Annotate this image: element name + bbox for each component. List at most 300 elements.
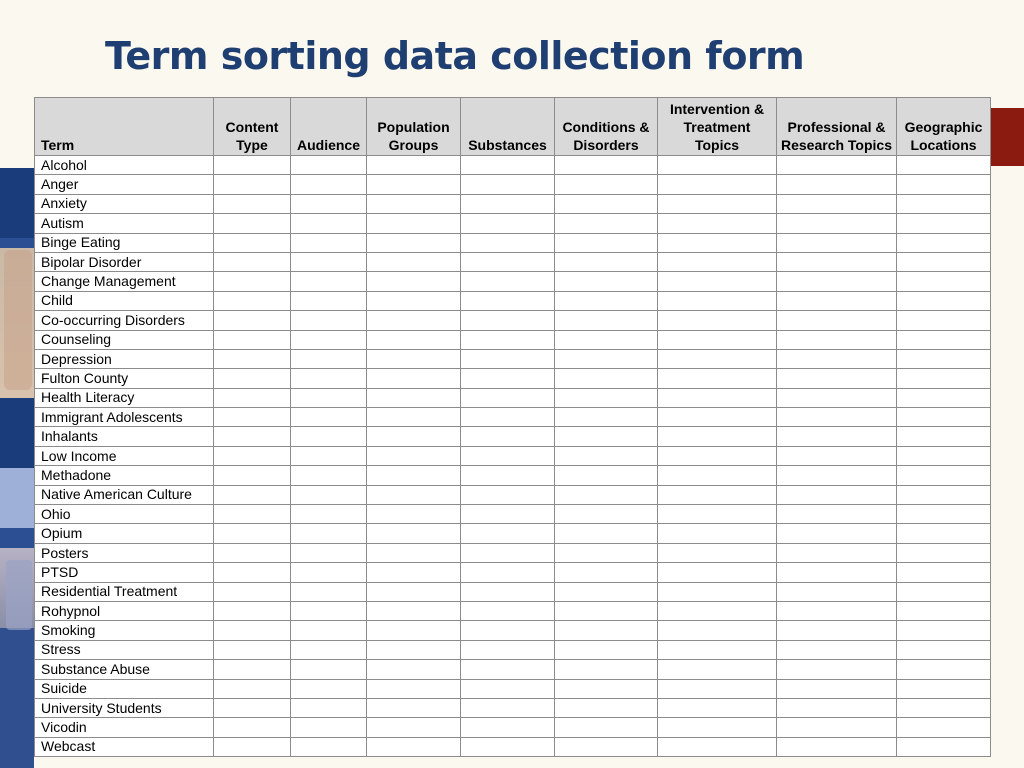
entry-cell[interactable] [658,252,777,271]
entry-cell[interactable] [367,330,461,349]
entry-cell[interactable] [555,369,658,388]
entry-cell[interactable] [367,175,461,194]
entry-cell[interactable] [461,311,555,330]
column-header-label: Treatment [683,119,751,135]
entry-cell[interactable] [897,698,991,717]
entry-cell[interactable] [214,233,291,252]
entry-cell[interactable] [367,252,461,271]
entry-cell[interactable] [367,388,461,407]
column-header [658,98,777,156]
entry-cell[interactable] [555,311,658,330]
column-header [555,98,658,156]
entry-cell[interactable] [658,621,777,640]
entry-cell[interactable] [658,446,777,465]
table-row [35,156,991,175]
entry-cell[interactable] [555,427,658,446]
entry-cell[interactable] [367,543,461,562]
entry-cell[interactable] [897,505,991,524]
entry-cell[interactable] [777,505,897,524]
table-row [35,175,991,194]
entry-cell[interactable] [658,388,777,407]
entry-cell[interactable] [555,679,658,698]
entry-cell[interactable] [777,291,897,310]
entry-cell[interactable] [555,272,658,291]
entry-cell[interactable] [291,505,367,524]
table-row [35,233,991,252]
entry-cell[interactable] [658,601,777,620]
entry-cell[interactable] [777,252,897,271]
entry-cell[interactable] [777,543,897,562]
term-cell: Substance Abuse [35,660,214,679]
entry-cell[interactable] [658,698,777,717]
entry-cell[interactable] [367,660,461,679]
entry-cell[interactable] [555,175,658,194]
entry-cell[interactable] [658,272,777,291]
entry-cell[interactable] [461,543,555,562]
entry-cell[interactable] [777,718,897,737]
entry-cell[interactable] [897,369,991,388]
table-row [35,194,991,213]
entry-cell[interactable] [555,408,658,427]
table-row [35,543,991,562]
entry-cell[interactable] [897,349,991,368]
entry-cell[interactable] [461,660,555,679]
entry-cell[interactable] [555,563,658,582]
entry-cell[interactable] [291,330,367,349]
entry-cell[interactable] [897,601,991,620]
entry-cell[interactable] [367,601,461,620]
entry-cell[interactable] [555,252,658,271]
column-header-label: Topics [694,137,740,153]
entry-cell[interactable] [658,679,777,698]
table-row [35,272,991,291]
entry-cell[interactable] [555,543,658,562]
entry-cell[interactable] [897,485,991,504]
table-row [35,737,991,756]
entry-cell[interactable] [367,369,461,388]
entry-cell[interactable] [291,349,367,368]
entry-cell[interactable] [658,505,777,524]
entry-cell[interactable] [777,408,897,427]
entry-cell[interactable] [555,194,658,213]
entry-cell[interactable] [555,485,658,504]
term-cell: Smoking [35,621,214,640]
table-row [35,640,991,659]
entry-cell[interactable] [897,679,991,698]
table-row [35,427,991,446]
table-header [35,98,991,156]
entry-cell[interactable] [214,446,291,465]
entry-cell[interactable] [897,408,991,427]
entry-cell[interactable] [367,563,461,582]
column-header-label: Content [225,119,279,135]
entry-cell[interactable] [461,466,555,485]
entry-cell[interactable] [777,485,897,504]
entry-cell[interactable] [658,563,777,582]
entry-cell[interactable] [777,175,897,194]
term-cell: Fulton County [35,369,214,388]
entry-cell[interactable] [461,272,555,291]
entry-cell[interactable] [658,175,777,194]
entry-cell[interactable] [658,156,777,175]
entry-cell[interactable] [291,485,367,504]
entry-cell[interactable] [214,408,291,427]
entry-cell[interactable] [897,427,991,446]
entry-cell[interactable] [461,446,555,465]
entry-cell[interactable] [367,485,461,504]
entry-cell[interactable] [555,718,658,737]
entry-cell[interactable] [658,194,777,213]
entry-cell[interactable] [555,446,658,465]
entry-cell[interactable] [461,388,555,407]
entry-cell[interactable] [291,698,367,717]
entry-cell[interactable] [461,582,555,601]
entry-cell[interactable] [214,660,291,679]
entry-cell[interactable] [291,388,367,407]
entry-cell[interactable] [897,543,991,562]
entry-cell[interactable] [658,233,777,252]
entry-cell[interactable] [555,660,658,679]
entry-cell[interactable] [461,330,555,349]
term-cell: Anger [35,175,214,194]
entry-cell[interactable] [291,660,367,679]
entry-cell[interactable] [897,233,991,252]
table-row [35,466,991,485]
entry-cell[interactable] [658,660,777,679]
entry-cell[interactable] [214,291,291,310]
entry-cell[interactable] [897,194,991,213]
table-row [35,698,991,717]
entry-cell[interactable] [777,563,897,582]
entry-cell[interactable] [291,311,367,330]
entry-cell[interactable] [214,330,291,349]
entry-cell[interactable] [658,214,777,233]
entry-cell[interactable] [777,698,897,717]
entry-cell[interactable] [367,679,461,698]
entry-cell[interactable] [461,621,555,640]
entry-cell[interactable] [658,427,777,446]
entry-cell[interactable] [461,291,555,310]
entry-cell[interactable] [367,640,461,659]
entry-cell[interactable] [291,408,367,427]
entry-cell[interactable] [291,272,367,291]
entry-cell[interactable] [897,330,991,349]
entry-cell[interactable] [897,524,991,543]
entry-cell[interactable] [291,543,367,562]
entry-cell[interactable] [461,679,555,698]
entry-cell[interactable] [555,291,658,310]
entry-cell[interactable] [214,369,291,388]
entry-cell[interactable] [214,601,291,620]
table-row [35,621,991,640]
term-cell: Ohio [35,505,214,524]
entry-cell[interactable] [291,718,367,737]
entry-cell[interactable] [291,156,367,175]
column-header-label: Locations [910,137,977,153]
entry-cell[interactable] [461,718,555,737]
term-cell: Native American Culture [35,485,214,504]
entry-cell[interactable] [367,446,461,465]
entry-cell[interactable] [367,427,461,446]
entry-cell[interactable] [777,330,897,349]
decorative-photo [6,560,32,630]
entry-cell[interactable] [658,408,777,427]
entry-cell[interactable] [897,175,991,194]
entry-cell[interactable] [214,679,291,698]
entry-cell[interactable] [461,640,555,659]
term-cell: Immigrant Adolescents [35,408,214,427]
entry-cell[interactable] [291,582,367,601]
entry-cell[interactable] [777,621,897,640]
entry-cell[interactable] [214,718,291,737]
entry-cell[interactable] [291,233,367,252]
entry-cell[interactable] [777,466,897,485]
entry-cell[interactable] [658,466,777,485]
entry-cell[interactable] [461,194,555,213]
column-header-label: Research Topics [780,137,892,153]
entry-cell[interactable] [461,601,555,620]
entry-cell[interactable] [555,388,658,407]
entry-cell[interactable] [214,621,291,640]
entry-cell[interactable] [658,349,777,368]
entry-cell[interactable] [367,621,461,640]
term-cell: Residential Treatment [35,582,214,601]
entry-cell[interactable] [555,524,658,543]
table-row [35,718,991,737]
entry-cell[interactable] [291,175,367,194]
table-row [35,388,991,407]
entry-cell[interactable] [214,640,291,659]
entry-cell[interactable] [291,679,367,698]
entry-cell[interactable] [291,524,367,543]
entry-cell[interactable] [291,601,367,620]
entry-cell[interactable] [214,698,291,717]
entry-cell[interactable] [555,698,658,717]
entry-cell[interactable] [461,563,555,582]
entry-cell[interactable] [461,349,555,368]
entry-cell[interactable] [658,524,777,543]
entry-cell[interactable] [897,446,991,465]
table-body [35,156,991,757]
entry-cell[interactable] [555,466,658,485]
entry-cell[interactable] [897,621,991,640]
entry-cell[interactable] [461,369,555,388]
term-cell: Bipolar Disorder [35,252,214,271]
entry-cell[interactable] [658,737,777,756]
entry-cell[interactable] [214,485,291,504]
term-cell: Rohypnol [35,601,214,620]
entry-cell[interactable] [897,718,991,737]
entry-cell[interactable] [777,369,897,388]
entry-cell[interactable] [461,485,555,504]
entry-cell[interactable] [658,582,777,601]
entry-cell[interactable] [367,349,461,368]
entry-cell[interactable] [214,214,291,233]
entry-cell[interactable] [897,640,991,659]
entry-cell[interactable] [555,330,658,349]
entry-cell[interactable] [461,156,555,175]
entry-cell[interactable] [461,175,555,194]
column-header-label: Audience [296,137,360,153]
entry-cell[interactable] [777,660,897,679]
entry-cell[interactable] [777,601,897,620]
entry-cell[interactable] [291,621,367,640]
entry-cell[interactable] [214,737,291,756]
entry-cell[interactable] [658,330,777,349]
entry-cell[interactable] [214,194,291,213]
term-cell: Health Literacy [35,388,214,407]
entry-cell[interactable] [555,582,658,601]
entry-cell[interactable] [658,543,777,562]
entry-cell[interactable] [367,214,461,233]
entry-cell[interactable] [777,233,897,252]
entry-cell[interactable] [291,446,367,465]
entry-cell[interactable] [897,563,991,582]
entry-cell[interactable] [777,446,897,465]
entry-cell[interactable] [214,524,291,543]
entry-cell[interactable] [897,388,991,407]
table-row [35,524,991,543]
entry-cell[interactable] [658,640,777,659]
entry-cell[interactable] [777,582,897,601]
entry-cell[interactable] [777,737,897,756]
entry-cell[interactable] [214,252,291,271]
entry-cell[interactable] [367,737,461,756]
entry-cell[interactable] [291,466,367,485]
entry-cell[interactable] [214,582,291,601]
entry-cell[interactable] [461,524,555,543]
entry-cell[interactable] [777,640,897,659]
entry-cell[interactable] [897,214,991,233]
term-cell: Opium [35,524,214,543]
entry-cell[interactable] [461,233,555,252]
entry-cell[interactable] [555,505,658,524]
entry-cell[interactable] [897,737,991,756]
entry-cell[interactable] [214,349,291,368]
term-cell: Binge Eating [35,233,214,252]
entry-cell[interactable] [367,408,461,427]
term-cell: Depression [35,349,214,368]
table-row [35,311,991,330]
entry-cell[interactable] [367,582,461,601]
entry-cell[interactable] [658,311,777,330]
entry-cell[interactable] [291,737,367,756]
entry-cell[interactable] [897,272,991,291]
entry-cell[interactable] [777,311,897,330]
table-row [35,563,991,582]
entry-cell[interactable] [777,214,897,233]
entry-cell[interactable] [291,252,367,271]
entry-cell[interactable] [461,505,555,524]
entry-cell[interactable] [555,233,658,252]
entry-cell[interactable] [214,543,291,562]
entry-cell[interactable] [897,311,991,330]
entry-cell[interactable] [658,369,777,388]
entry-cell[interactable] [555,737,658,756]
decorative-photo [4,250,32,390]
entry-cell[interactable] [367,524,461,543]
entry-cell[interactable] [291,563,367,582]
entry-cell[interactable] [291,194,367,213]
entry-cell[interactable] [367,505,461,524]
entry-cell[interactable] [214,175,291,194]
entry-cell[interactable] [658,718,777,737]
entry-cell[interactable] [367,156,461,175]
entry-cell[interactable] [367,291,461,310]
entry-cell[interactable] [555,621,658,640]
entry-cell[interactable] [777,427,897,446]
entry-cell[interactable] [367,718,461,737]
entry-cell[interactable] [367,272,461,291]
entry-cell[interactable] [367,311,461,330]
entry-cell[interactable] [291,640,367,659]
entry-cell[interactable] [555,349,658,368]
table-row [35,660,991,679]
entry-cell[interactable] [777,679,897,698]
entry-cell[interactable] [777,194,897,213]
entry-cell[interactable] [461,214,555,233]
entry-cell[interactable] [214,311,291,330]
entry-cell[interactable] [897,582,991,601]
column-header-label: Disorders [573,137,639,153]
entry-cell[interactable] [897,660,991,679]
entry-cell[interactable] [777,349,897,368]
entry-cell[interactable] [555,156,658,175]
table-row [35,408,991,427]
column-header [897,98,991,156]
entry-cell[interactable] [367,466,461,485]
table-row [35,369,991,388]
entry-cell[interactable] [658,291,777,310]
entry-cell[interactable] [291,291,367,310]
entry-cell[interactable] [658,485,777,504]
entry-cell[interactable] [461,698,555,717]
entry-cell[interactable] [367,698,461,717]
entry-cell[interactable] [555,214,658,233]
entry-cell[interactable] [367,233,461,252]
entry-cell[interactable] [777,272,897,291]
entry-cell[interactable] [777,388,897,407]
entry-cell[interactable] [777,156,897,175]
entry-cell[interactable] [291,214,367,233]
term-cell: Autism [35,214,214,233]
entry-cell[interactable] [897,291,991,310]
entry-cell[interactable] [214,388,291,407]
entry-cell[interactable] [214,563,291,582]
entry-cell[interactable] [555,640,658,659]
table-row [35,349,991,368]
entry-cell[interactable] [214,505,291,524]
entry-cell[interactable] [461,427,555,446]
entry-cell[interactable] [555,601,658,620]
entry-cell[interactable] [777,524,897,543]
entry-cell[interactable] [291,427,367,446]
entry-cell[interactable] [291,369,367,388]
entry-cell[interactable] [897,156,991,175]
entry-cell[interactable] [214,427,291,446]
table-row [35,214,991,233]
entry-cell[interactable] [367,194,461,213]
entry-cell[interactable] [214,156,291,175]
entry-cell[interactable] [461,737,555,756]
table-row [35,679,991,698]
entry-cell[interactable] [214,272,291,291]
entry-cell[interactable] [897,252,991,271]
entry-cell[interactable] [461,252,555,271]
entry-cell[interactable] [897,466,991,485]
entry-cell[interactable] [214,466,291,485]
entry-cell[interactable] [461,408,555,427]
